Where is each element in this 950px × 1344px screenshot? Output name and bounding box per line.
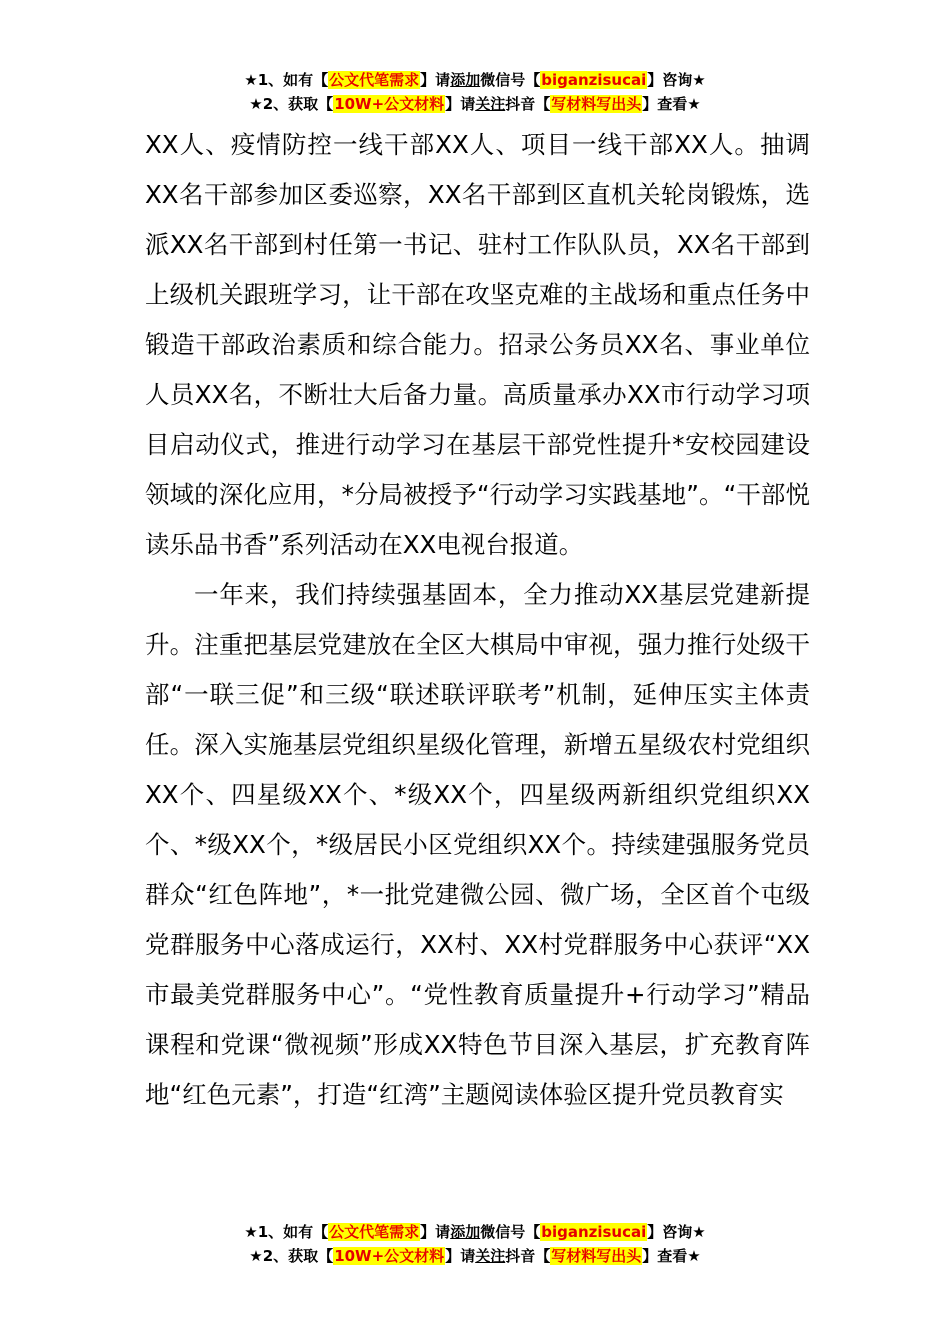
underlined-text: 添加 xyxy=(450,71,481,89)
notice-text: 】请 xyxy=(420,1223,451,1241)
highlight-text: 10W+公文材料 xyxy=(334,95,445,113)
underlined-text: 添加 xyxy=(450,1223,481,1241)
notice-text: 抖音【 xyxy=(505,1247,551,1265)
highlight-text: biganzisucai xyxy=(541,1223,647,1241)
notice-text: 】查看★ xyxy=(642,1247,701,1265)
notice-text: ★1、如有【 xyxy=(244,71,329,89)
notice-text: 】查看★ xyxy=(642,95,701,113)
paragraph-2: 一年来，我们持续强基固本，全力推动XX基层党建新提升。注重把基层党建放在全区大棋局中审视，强力推行处级干部“一联三促”和三级“联述联评联考”机制，延伸压实主体责任。深入实施基层党组织星级化管理，新增五星级农村党组织XX个、四星级XX个、*级XX个，四星级两新组织党组织XX个、*级XX个，*级居民小区党组织XX个。持续建强服务党员群众“红色阵地”，*一批党建微公园、微广场，全区首个屯级党群服务中心落成运行，XX村、XX村党群服务中心获评“XX市最美党群服务中心”。“党性教育质量提升+行动学习”精品课程和党课“微视频”形成XX特色节目深入基层，扩充教育阵地“红色元素”，打造“红湾”主题阅读体验区提升党员教育实 xyxy=(145,580,810,1109)
document-body xyxy=(145,120,810,1120)
notice-text: 】咨询★ xyxy=(647,1223,706,1241)
notice-line-1 xyxy=(0,68,950,92)
notice-line-1 xyxy=(0,1220,950,1244)
notice-text: ★1、如有【 xyxy=(244,1223,329,1241)
notice-text: 】咨询★ xyxy=(647,71,706,89)
notice-text: 微信号【 xyxy=(480,1223,541,1241)
notice-text: 抖音【 xyxy=(505,95,551,113)
notice-text: 】请 xyxy=(420,71,451,89)
footer-notice-banner xyxy=(0,1220,950,1268)
underlined-text: 关注 xyxy=(475,1247,506,1265)
highlight-text: 10W+公文材料 xyxy=(334,1247,445,1265)
underlined-text: 关注 xyxy=(475,95,506,113)
header-notice-banner xyxy=(0,68,950,116)
highlight-text: biganzisucai xyxy=(541,71,647,89)
paragraph-1: XX人、疫情防控一线干部XX人、项目一线干部XX人。抽调XX名干部参加区委巡察，XX名干部到区直机关轮岗锻炼，选派XX名干部到村任第一书记、驻村工作队队员，XX名干部到上级机关跟班学习，让干部在攻坚克难的主战场和重点任务中锻造干部政治素质和综合能力。招录公务员XX名、事业单位人员XX名，不断壮大后备力量。高质量承办XX市行动学习项目启动仪式，推进行动学习在基层干部党性提升*安校园建设领域的深化应用，*分局被授予“行动学习实践基地”。“干部悦读乐品书香”系列活动在XX电视台报道。 xyxy=(145,130,810,559)
notice-text: ★2、获取【 xyxy=(249,95,334,113)
notice-text: 】请 xyxy=(445,95,476,113)
highlight-text: 写材料写出头 xyxy=(551,95,642,113)
notice-text: ★2、获取【 xyxy=(249,1247,334,1265)
notice-line-2 xyxy=(0,1244,950,1268)
notice-text: 微信号【 xyxy=(480,71,541,89)
highlight-text: 写材料写出头 xyxy=(551,1247,642,1265)
highlight-text: 公文代笔需求 xyxy=(329,71,420,89)
highlight-text: 公文代笔需求 xyxy=(329,1223,420,1241)
notice-line-2 xyxy=(0,92,950,116)
notice-text: 】请 xyxy=(445,1247,476,1265)
